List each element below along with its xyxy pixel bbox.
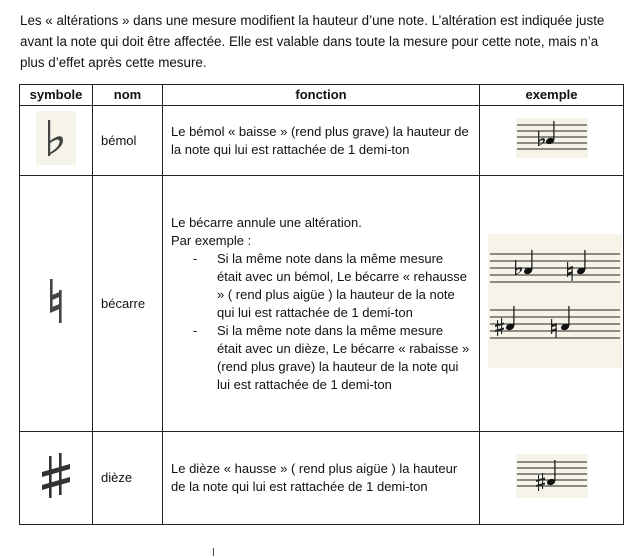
name-cell-dieze: dièze [93,432,163,525]
header-nom: nom [93,85,163,106]
staff-example-flat [516,118,588,158]
table-row-becarre [20,176,624,432]
flat-symbol-icon [36,111,76,165]
header-symbole: symbole [20,85,93,106]
symbol-cell-dieze [20,432,93,525]
function-cell-becarre [163,176,480,432]
symbol-cell-becarre [20,176,93,432]
symbol-cell-bemol [20,106,93,176]
intro-paragraph: Les « altérations » dans une mesure modifient la hauteur d’une note. L’altération est indiquée juste avant la note qui doit être affectée. Elle est valable dans toute la mesure pour cette note, mais n’a plus d’effet après cette mesure. [20,13,605,70]
list-item-case-bemol: - Si la même note dans la même mesure était avec un bémol, Le bécarre « rehausse » ( rend plus aigüe ) la hauteur de la note qui lui est rattachée de 1 demi-ton [171,250,471,322]
table-header-row [20,85,624,106]
natural-symbol-icon [41,276,71,326]
header-fonction: fonction [163,85,480,106]
alterations-table [19,84,624,525]
table-row-dieze [20,432,624,525]
becarre-cases-list [171,250,471,394]
staff-example-sharp [516,454,588,498]
function-cell-dieze: Le dièze « hausse » ( rend plus aigüe ) la hauteur de la note qui lui est rattachée de 1 demi-ton [163,432,480,525]
staff-example-natural [488,234,622,368]
name-cell-bemol: bémol [93,106,163,176]
becarre-intro-1: Le bécarre annule une altération. [171,214,362,230]
becarre-intro-2: Par exemple : [171,232,252,248]
sharp-symbol-icon [38,450,74,502]
example-cell-dieze [480,432,624,525]
example-cell-becarre [480,176,624,432]
function-cell-bemol: Le bémol « baisse » (rend plus grave) la hauteur de la note qui lui est rattachée de 1 demi-ton [163,106,480,176]
text-cursor-mark [213,548,214,556]
list-item-case-dieze: - Si la même note dans la même mesure était avec un dièze, Le bécarre « rabaisse » (rend plus grave) la hauteur de la note qui lui est rattachée de 1 demi-ton [171,322,471,394]
name-cell-becarre: bécarre [93,176,163,432]
table-row-bemol [20,106,624,176]
example-cell-bemol [480,106,624,176]
header-exemple: exemple [480,85,624,106]
